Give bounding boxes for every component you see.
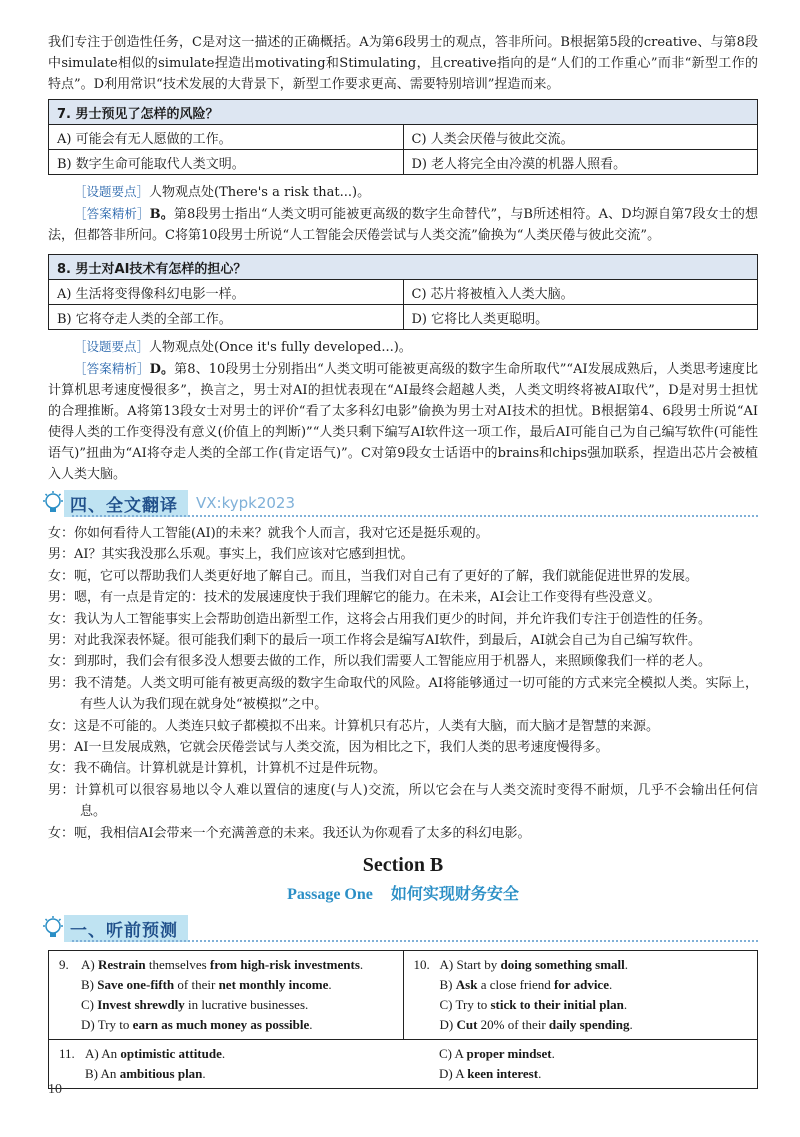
q7-point-text: 人物观点处(There's a risk that...)。 bbox=[149, 185, 371, 200]
q8-option-d: D) 它将比人类更聪明。 bbox=[403, 305, 758, 330]
question-8-title: 8. 男士对AI技术有怎样的担心？ bbox=[49, 255, 758, 280]
q8-analysis-text: 第8、10段男士分别指出“人类文明可能被更高级的数字生命所取代”“AI发展成熟后，人类思考速度比计算机思考速度慢很多”，换言之，男士对AI的担忧表现在“AI最终会超越人类，人类文明终将被AI取代”，D是对男士担忧的合理推断。A将第13段女士对男士的评价“看了太多科幻电影”偷换为男士对AI技术的担忧。B根据第4、6段男士所说“AI使得人类的工作变得没有意义(价值上的判断)”“人类只剩下编写AI软件这一项工作，最后AI可能自己为自己编写软件(可能性语气)”扭曲为“AI将夺走人类的全部工作(肯定语气)”。C对第9段女士话语中的brains和chips强加联系，捏造出芯片会被植入人类大脑。 bbox=[48, 362, 758, 482]
q7-point bbox=[48, 181, 758, 203]
q11-option-a: 11. A) An optimistic attitude. bbox=[59, 1046, 226, 1062]
q8-answer-letter: D。 bbox=[149, 362, 175, 377]
options-table bbox=[48, 950, 758, 1089]
banner-divider bbox=[72, 940, 758, 942]
q7-analysis bbox=[48, 203, 758, 246]
page-content bbox=[48, 32, 758, 1089]
intro-paragraph: 我们专注于创造性任务，C是对这一描述的正确概括。A为第6段男士的观点，答非所问。B根据第5段的creative、与第8段中simulate相似的simulate捏造出motivating和Stimulating，且creative指向的是“人们的工作重心”而非“新型工作的特点”。D利用常识“技术发展的大背景下，新型工作要求更高、需要特别培训”捏造而来。 bbox=[48, 35, 758, 92]
q8-analysis bbox=[48, 358, 758, 485]
q8-option-c: C) 芯片将被植入人类大脑。 bbox=[403, 280, 758, 305]
section-title: Section B bbox=[362, 854, 444, 877]
dialog-line: 女：我不确信。计算机就是计算机，计算机不过是件玩物。 bbox=[48, 761, 387, 777]
dialog-line: 女：呃，我相信AI会带来一个充满善意的未来。我还认为你观看了太多的科幻电影。 bbox=[48, 825, 531, 841]
dialog-line: 男：对此我深表怀疑。很可能我们剩下的最后一项工作将会是编写AI软件，到最后，AI就会自己为自己编写软件。 bbox=[48, 633, 702, 649]
dialog-line: 男：我不清楚。人类文明可能有被更高级的数字生命取代的风险。AI将能够通过一切可能的方式来完全模拟人类。实际上，有些人认为我们现在就身处“被模拟”之中。 bbox=[48, 675, 758, 713]
dialog-line: 女：这是不可能的。人类连只蚊子都模拟不出来。计算机只有芯片，人类有大脑，而大脑才是智慧的来源。 bbox=[48, 718, 660, 734]
dialog-line: 女：到那时，我们会有很多没人想要去做的工作，所以我们需要人工智能应用于机器人，来照顾像我们一样的老人。 bbox=[48, 654, 712, 670]
dialog-line: 女：我认为人工智能事实上会帮助创造出新型工作，这将会占用我们更少的时间，并允许我们专注于创造性的任务。 bbox=[48, 611, 712, 627]
q7-answer-letter: B。 bbox=[149, 207, 174, 222]
q11-option-c: C) A proper mindset. bbox=[439, 1046, 555, 1062]
question-10-options bbox=[403, 951, 758, 1040]
q10-option-c: C) Try to stick to their initial plan. bbox=[439, 997, 628, 1013]
page-number: 10 bbox=[48, 1082, 62, 1097]
q7-option-b: B) 数字生命可能取代人类文明。 bbox=[49, 150, 404, 175]
prediction-banner bbox=[42, 914, 758, 942]
dialog-line: 女：你如何看待人工智能(AI)的未来？就我个人而言，我对它还是挺乐观的。 bbox=[48, 526, 489, 541]
q9-option-a: 9. A) Restrain themselves from high-risk investments. bbox=[59, 957, 364, 973]
dialog-line: 男：嗯，有一点是肯定的：技术的发展速度快于我们理解它的能力。在未来，AI会让工作变得有些没意义。 bbox=[48, 590, 661, 606]
translation-dialog bbox=[48, 523, 758, 844]
q8-option-b: B) 它将夺走人类的全部工作。 bbox=[49, 305, 404, 330]
q10-option-b: B) Ask a close friend for advice. bbox=[439, 977, 613, 993]
passage-title bbox=[48, 881, 758, 904]
q9-option-c: C) Invest shrewdly in lucrative businesses. bbox=[81, 997, 309, 1013]
q7-point-tag: ［设题要点］ bbox=[74, 184, 150, 199]
question-9-options bbox=[49, 951, 404, 1040]
question-7-table bbox=[48, 99, 758, 175]
q7-option-d: D) 老人将完全由冷漠的机器人照看。 bbox=[403, 150, 758, 175]
q8-point-text: 人物观点处(Once it's fully developed...)。 bbox=[149, 340, 412, 355]
banner-divider bbox=[72, 515, 758, 517]
q7-analysis-text: 第8段男士指出“人类文明可能被更高级的数字生命替代”，与B所述相符。A、D均源自第7段女士的想法，但都答非所问。C将第10段男士所说“人工智能会厌倦尝试与人类交流”偷换为“人类厌倦与彼此交流”。 bbox=[48, 207, 758, 243]
dialog-line: 男：AI一旦发展成熟，它就会厌倦尝试与人类交流，因为相比之下，我们人类的思考速度慢得多。 bbox=[48, 740, 609, 756]
passage-title-en: Passage One bbox=[287, 886, 373, 904]
q8-point bbox=[48, 336, 758, 358]
q10-option-d: D) Cut 20% of their daily spending. bbox=[439, 1017, 633, 1033]
dialog-line: 男：计算机可以很容易地以令人难以置信的速度(与人)交流，所以它会在与人类交流时变得不耐烦，几乎不会输出任何信息。 bbox=[48, 782, 758, 820]
translation-banner-title: 四、全文翻译 bbox=[64, 490, 188, 517]
dialog-line: 男：AI？其实我没那么乐观。事实上，我们应该对它感到担忧。 bbox=[48, 547, 414, 563]
passage-title-cn: 如何实现财务安全 bbox=[390, 884, 519, 904]
q7-option-c: C) 人类会厌倦与彼此交流。 bbox=[403, 125, 758, 150]
q8-analysis-tag: ［答案精析］ bbox=[74, 361, 150, 376]
q11-option-b: B) An ambitious plan. bbox=[85, 1066, 206, 1082]
q8-point-tag: ［设题要点］ bbox=[74, 339, 150, 354]
lightbulb-icon bbox=[42, 491, 64, 515]
q7-option-a: A) 可能会有无人愿做的工作。 bbox=[49, 125, 404, 150]
q7-analysis-tag: ［答案精析］ bbox=[74, 206, 150, 221]
q11-option-d: D) A keen interest. bbox=[439, 1066, 542, 1082]
q10-option-a: 10. A) Start by doing something small. bbox=[413, 957, 629, 973]
lightbulb-icon bbox=[42, 916, 64, 940]
dialog-line: 女：呃，它可以帮助我们人类更好地了解自己。而且，当我们对自己有了更好的了解，我们就能促进世界的发展。 bbox=[48, 568, 699, 584]
watermark-text: VX:kypk2023 bbox=[196, 494, 296, 512]
prediction-banner-title: 一、听前预测 bbox=[64, 915, 188, 942]
question-8-table bbox=[48, 254, 758, 330]
translation-banner bbox=[42, 489, 758, 517]
q8-option-a: A) 生活将变得像科幻电影一样。 bbox=[49, 280, 404, 305]
question-7-title: 7. 男士预见了怎样的风险？ bbox=[49, 100, 758, 125]
q9-option-d: D) Try to earn as much money as possible. bbox=[81, 1017, 313, 1033]
q9-option-b: B) Save one-fifth of their net monthly income. bbox=[81, 977, 332, 993]
question-11-options bbox=[49, 1040, 758, 1089]
